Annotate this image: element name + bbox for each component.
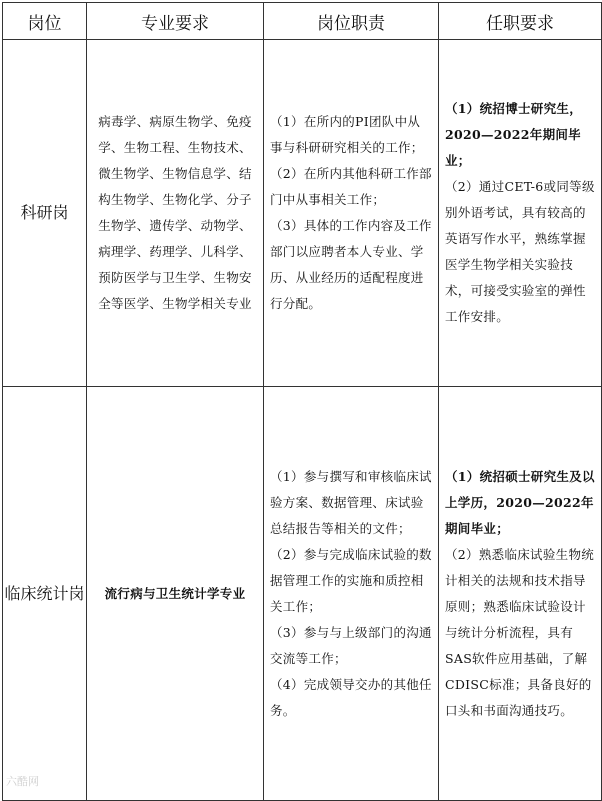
job-table bbox=[2, 2, 602, 801]
duty-item: （1）参与撰写和审核临床试验方案、数据管理、床试验总结报告等相关的文件； bbox=[270, 468, 432, 536]
duty-item: （3）具体的工作内容及工作部门以应聘者本人专业、学历、从业经历的适配程度进行分配。 bbox=[270, 218, 432, 311]
duties-cell bbox=[264, 387, 439, 801]
duties-cell bbox=[264, 40, 439, 387]
duty-item: （2）参与完成临床试验的数据管理工作的实施和质控相关工作； bbox=[270, 546, 432, 614]
header-duties: 岗位职责 bbox=[264, 3, 439, 40]
requirement-education: （1）统招硕士研究生及以上学历，2020—2022年期间毕业； bbox=[445, 468, 595, 536]
requirement-skills: （2）通过CET-6或同等级别外语考试，具有较高的英语写作水平，熟练掌握医学生物学相关实验技术，可接受实验室的弹性工作安排。 bbox=[445, 179, 595, 324]
header-row bbox=[3, 3, 602, 40]
requirements-cell bbox=[439, 40, 602, 387]
requirement-education: （1）统招博士研究生，2020—2022年期间毕业； bbox=[445, 101, 582, 168]
requirement-skills: （2）熟悉临床试验生物统计相关的法规和技术指导原则；熟悉临床试验设计与统计分析流程，具有SAS软件应用基础，了解CDISC标准；具备良好的口头和书面沟通技巧。 bbox=[445, 546, 595, 718]
duty-item: （4）完成领导交办的其他任务。 bbox=[270, 676, 432, 718]
table-row bbox=[3, 387, 602, 801]
post-name: 临床统计岗 bbox=[3, 387, 87, 801]
requirements-cell bbox=[439, 387, 602, 801]
post-name: 科研岗 bbox=[3, 40, 87, 387]
table-row bbox=[3, 40, 602, 387]
duty-item: （2）在所内其他科研工作部门中从事相关工作； bbox=[270, 166, 432, 207]
watermark: 六酷网 bbox=[6, 775, 39, 788]
major-cell: 病毒学、病原生物学、免疫学、生物工程、生物技术、微生物学、生物信息学、结构生物学、生物化学、分子生物学、遗传学、动物学、病理学、药理学、儿科学、预防医学与卫生学、生物安全等医学、生物学相关专业 bbox=[87, 40, 264, 387]
header-major: 专业要求 bbox=[87, 3, 264, 40]
duty-item: （1）在所内的PI团队中从事与科研研究相关的工作； bbox=[270, 114, 424, 155]
duty-item: （3）参与与上级部门的沟通交流等工作； bbox=[270, 624, 432, 666]
major-cell: 流行病与卫生统计学专业 bbox=[87, 387, 264, 801]
header-post: 岗位 bbox=[3, 3, 87, 40]
header-requirements: 任职要求 bbox=[439, 3, 602, 40]
